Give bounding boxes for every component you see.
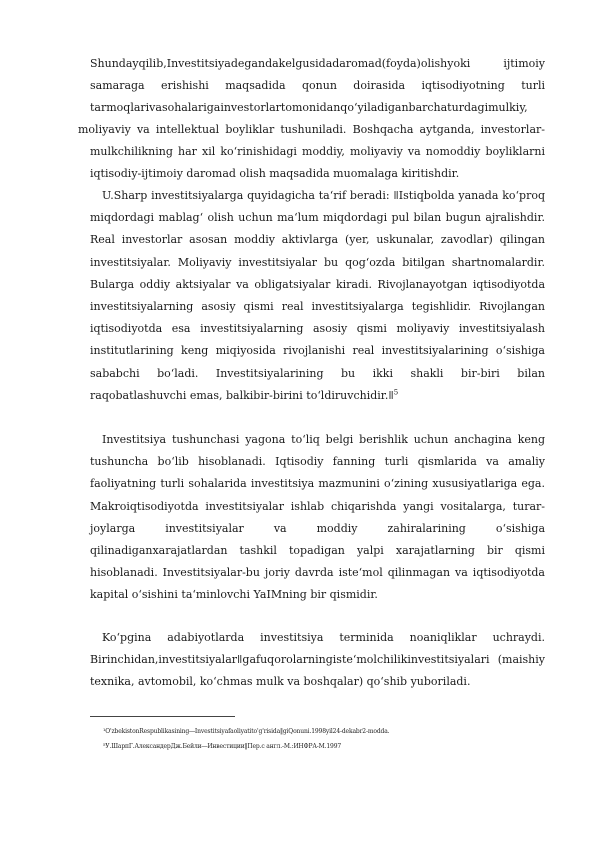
footnote-5: ⁵У.ШарпГ.АлександерДж.Бейли―Инвестиции‖Пер.с англ.-М.:ИНФРА-М.1997: [103, 743, 342, 750]
sharp-definition-text: U.Sharp investitsiyalarga quyidagicha ta‘rif beradi: ǁIstiqbolda yanada ko‘proq miqdordagi mablag‘ olish uchun ma‘lum miqdordagi pul bilan bugun ajralishdir. Real investorlar asosan moddiy aktivlarga (yer, uskunalar, zavodlar) qilingan investitsiyalar. Moliyaviy investitsiyalar bu qog‘ozda bitilgan shartnomalardir. Bularga oddiy aktsiyalar va obligatsiyalar kiradi. Rivojlanayotgan iqtisodiyotda investitsiyalarning asosiy qismi real investitsiyalarga tegishlidir. Rivojlangan iqtisodiyotda esa investitsiyalarning asosiy qismi moliyaviy investitsiyalash institutlarining keng miqiyosida rivojlanishi real investitsiyalarining o‘sishiga sababchi bo‘ladi. Investitsiyalarining bu ikki shakli bir-biri bilan raqobatlashuvchi emas, balkibir-birini to‘ldiruvchidir.ǁ: [90, 189, 545, 402]
paragraph-investment-concept: Investitsiya tushunchasi yagona to‘liq belgi berishlik uchun anchagina keng tushuncha bo‘lib hisoblanadi. Iqtisodiy fanning turli qismlarida va amaliy faoliyatning turli sohalarida investitsiya mazmunini o‘zining xususiyatlariga ega. Makroiqtisodiyotda investitsiyalar ishlab chiqarishda yangi vositalarga, turar-joylarga investitsiyalar va moddiy zahiralarining o‘sishiga qilinadiganxarajatlardan tashkil topadigan yalpi xarajatlarning bir qismi hisoblanadi. Investitsiyalar-bu joriy davrda iste‘mol qilinmagan va iqtisodiyotda kapital o‘sishini ta‘minlovchi YaIMning bir qismidir.: [90, 433, 545, 602]
paragraph-sharp-definition: [90, 185, 545, 407]
footnote-marker: 5: [393, 388, 399, 397]
paragraph-investment-definition: Shundayqilib,Investitsiyadegandakelgusidadaromad(foyda)olishyoki ijtimoiy samaraga erishishi maqsadida qonun doirasida iqtisodiyotning turli tarmoqlarivasohalarigainvestorlartomonidanqo‘yiladiganbarchaturdagimulkiy,: [90, 57, 545, 115]
footnote-separator: [90, 716, 235, 717]
paragraph-terminology: Ko‘pgina adabiyotlarda investitsiya terminida noaniqliklar uchraydi. Birinchidan,investitsiyalarǁgafuqorolarningiste‘molchilikinvestitsiyalari (maishiy texnika, avtomobil, ko‘chmas mulk va boshqalar) qo‘shib yuboriladi.: [90, 631, 545, 689]
paragraph-property-types: moliyaviy va intellektual boyliklar tushuniladi. Boshqacha aytganda, investorlar-mulkchilikning har xil ko‘rinishidagi moddiy, moliyaviy va nomoddiy boyliklarni iqtisodiy-ijtimoiy daromad olish maqsadida muomalaga kiritishdir.: [78, 123, 545, 181]
footnote-1: ¹O'zbekistonRespublikasining―Investitsiyafaoliyatito'g'risida‖giQonuni.1998yil24-dekabr2-modda.: [103, 728, 390, 735]
